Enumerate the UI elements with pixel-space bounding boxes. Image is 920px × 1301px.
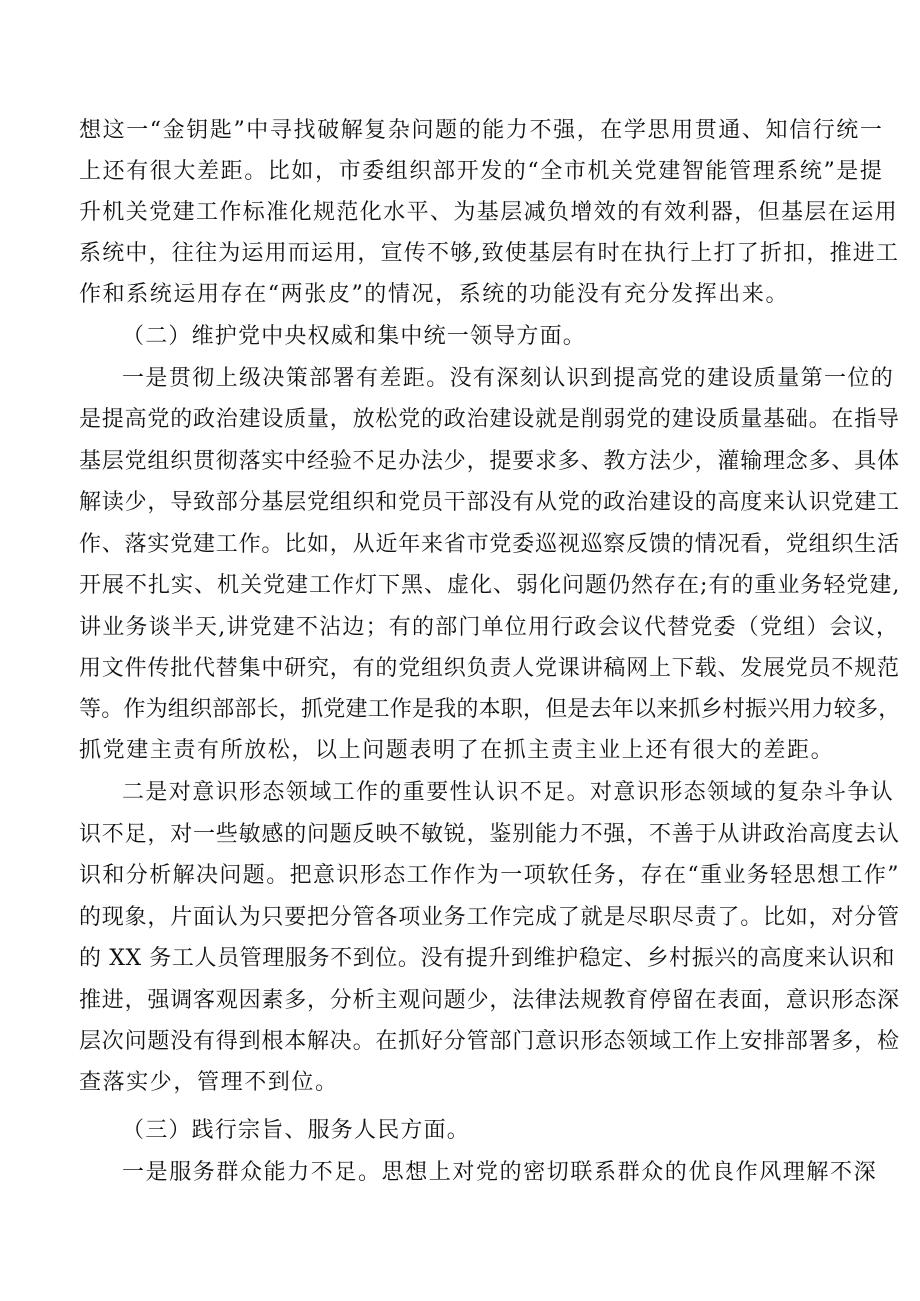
body-text-line: 上还有很大差距。比如，市委组织部开发的“全市机关党建智能管理系统”是提 bbox=[79, 159, 884, 184]
body-text-line: 推进，强调客观因素多，分析主观问题少，法律法规教育停留在表面，意识形态深 bbox=[79, 988, 900, 1013]
body-text-line: 讲业务谈半天,讲党建不沾边；有的部门单位用行政会议代替党委（党组）会议， bbox=[79, 615, 900, 640]
body-text-line: 用文件传批代替集中研究，有的党组织负责人党课讲稿网上下载、发展党员不规范 bbox=[79, 656, 900, 681]
body-text-line: 想这一“金钥匙”中寻找破解复杂问题的能力不强，在学思用贯通、知信行统一 bbox=[79, 118, 884, 143]
body-text-line: 作和系统运用存在“两张皮”的情况，系统的功能没有充分发挥出来。 bbox=[79, 282, 790, 307]
body-text-line: 识和分析解决问题。把意识形态工作作为一项软任务，存在“重业务轻思想工作” bbox=[79, 863, 900, 888]
body-text-line: 等。作为组织部部长，抓党建工作是我的本职，但是去年以来抓乡村振兴用力较多， bbox=[79, 697, 901, 722]
body-text-line: 一是贯彻上级决策部署有差距。没有深刻认识到提高党的建设质量第一位的 bbox=[122, 366, 895, 391]
body-text-line: 系统中，往往为运用而运用，宣传不够,致使基层有时在执行上打了折扣，推进工 bbox=[79, 241, 900, 266]
body-text-line: 是提高党的政治建设质量，放松党的政治建设就是削弱党的建设质量基础。在指导 bbox=[79, 407, 900, 432]
body-text-line: 识不足，对一些敏感的问题反映不敏锐，鉴别能力不强，不善于从讲政治高度去认 bbox=[79, 822, 900, 847]
body-text-line: 查落实少，管理不到位。 bbox=[79, 1070, 339, 1095]
body-text-line: 开展不扎实、机关党建工作灯下黑、虚化、弱化问题仍然存在;有的重业务轻党建, bbox=[79, 573, 901, 598]
body-text-line: 抓党建主责有所放松，以上问题表明了在抓主责主业上还有很大的差距。 bbox=[79, 738, 835, 763]
body-text-line: 的现象，片面认为只要把分管各项业务工作完成了就是尽职尽责了。比如，对分管 bbox=[79, 905, 900, 930]
body-text-line: 解读少，导致部分基层党组织和党员干部没有从党的政治建设的高度来认识党建工 bbox=[79, 490, 900, 515]
body-text-line: 基层党组织贯彻落实中经验不足办法少，提要求多、教方法少，灌输理念多、具体 bbox=[79, 449, 900, 474]
body-text-line: 的 XX 务工人员管理服务不到位。没有提升到维护稳定、乡村振兴的高度来认识和 bbox=[79, 946, 896, 971]
body-text-line: 二是对意识形态领域工作的重要性认识不足。对意识形态领域的复杂斗争认 bbox=[122, 780, 895, 805]
body-text-line: 升机关党建工作标准化规范化水平、为基层减负增效的有效利器，但基层在运用 bbox=[79, 200, 899, 225]
body-text-line: 作、落实党建工作。比如，从近年来省市党委巡视巡察反馈的情况看，党组织生活 bbox=[79, 532, 900, 557]
section-heading: （三）践行宗旨、服务人民方面。 bbox=[122, 1118, 471, 1143]
body-text-line: 层次问题没有得到根本解决。在抓好分管部门意识形态领域工作上安排部署多，检 bbox=[79, 1029, 900, 1054]
section-heading: （二）维护党中央权威和集中统一领导方面。 bbox=[122, 324, 587, 349]
body-text-line: 一是服务群众能力不足。思想上对党的密切联系群众的优良作风理解不深 bbox=[122, 1160, 878, 1185]
